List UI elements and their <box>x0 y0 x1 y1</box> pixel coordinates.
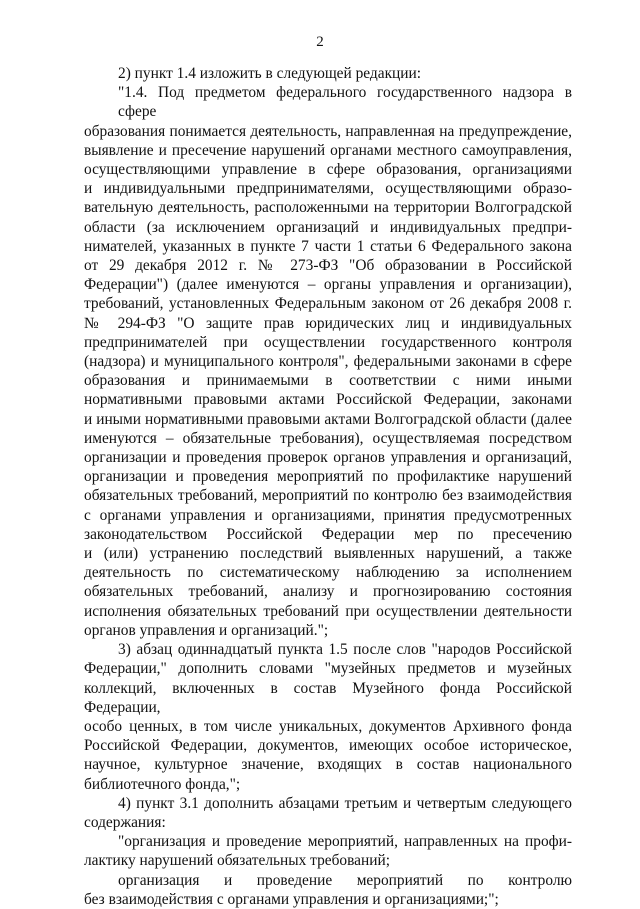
text-line: деятельность по систематическому наблюдению за исполнением <box>84 564 572 582</box>
text-line: органов управления и организаций."; <box>84 621 329 639</box>
text-line: без взаимодействия с органами управления и организациями;"; <box>84 890 499 908</box>
text-line: библиотечного фонда,"; <box>84 775 241 793</box>
text-line: "1.4. Под предметом федерального государственного надзора в сфере <box>118 84 572 121</box>
page-number: 2 <box>316 34 324 50</box>
text-line: нимателей, указанных в пункте 7 части 1 статьи 6 Федерального закона <box>84 237 572 255</box>
text-line: выявление и пресечение нарушений органами местного самоуправления, <box>84 141 572 159</box>
text-line: Федерации," дополнить словами "музейных предметов и музейных <box>84 660 572 678</box>
text-line: коллекций, включенных в состав Музейного фонда Российской Федерации, <box>84 679 572 716</box>
text-line: 3) абзац одиннадцатый пункта 1.5 после слов "народов Российской <box>118 641 572 659</box>
text-line: именуются – обязательные требования), осуществляемая посредством <box>84 429 572 447</box>
document-body <box>84 64 572 909</box>
text-line: и иными нормативными правовыми актами Волгоградской области (далее <box>84 410 572 428</box>
text-line: и индивидуальными предпринимателями, осуществляющими образо- <box>84 180 572 198</box>
text-line: организации и проведения проверок органов управления и организаций, <box>84 449 572 467</box>
text-line: Российской Федерации, документов, имеющих особое историческое, <box>84 737 572 755</box>
text-line: обязательных требований, мероприятий по контролю без взаимодействия <box>84 487 572 505</box>
text-line: 2) пункт 1.4 изложить в следующей редакции: <box>118 65 422 82</box>
text-line: Федерации") (далее именуются – органы управления и организации), <box>84 276 572 294</box>
text-line: (надзора) и муниципального контроля", федеральными законами в сфере <box>84 353 572 371</box>
text-line: нормативными правовыми актами Российской Федерации, законами <box>84 391 572 409</box>
text-line: организации и проведения мероприятий по профилактике нарушений <box>84 468 572 486</box>
text-line: 4) пункт 3.1 дополнить абзацами третьим и четвертым следующего <box>118 794 572 812</box>
text-line: особо ценных, в том числе уникальных, документов Архивного фонда <box>84 717 572 735</box>
text-line: исполнения обязательных требований при осуществлении деятельности <box>84 602 572 620</box>
text-line: № 294-ФЗ "О защите прав юридических лиц и индивидуальных <box>84 314 572 332</box>
text-line: осуществляющими управление в сфере образования, организациями <box>84 161 572 179</box>
text-line: образования понимается деятельность, направленная на предупреждение, <box>84 122 572 140</box>
text-line: обязательных требований, анализу и прогнозированию состояния <box>84 583 572 601</box>
text-line: "организация и проведение мероприятий, направленных на профи- <box>118 833 572 851</box>
text-line: образования и принимаемыми в соответствии с ними иными <box>84 372 572 390</box>
text-line: научное, культурное значение, входящих в состав национального <box>84 756 572 774</box>
text-line: области (за исключением организаций и индивидуальных предпри- <box>84 218 572 236</box>
text-line: вательную деятельность, расположенными на территории Волгоградской <box>84 199 572 217</box>
text-line: от 29 декабря 2012 г. № 273-ФЗ "Об образовании в Российской <box>84 257 572 275</box>
text-line: лактику нарушений обязательных требований; <box>84 852 391 870</box>
text-line: предпринимателей при осуществлении государственного контроля <box>84 333 572 351</box>
text-line: организация и проведение мероприятий по контролю <box>118 871 572 889</box>
text-line: требований, установленных Федеральным законом от 26 декабря 2008 г. <box>84 295 572 313</box>
text-line: содержания: <box>84 813 166 831</box>
text-line: с органами управления и организациями, принятия предусмотренных <box>84 506 572 524</box>
text-line: и (или) устранению последствий выявленных нарушений, а также <box>84 545 572 563</box>
text-line: законодательством Российской Федерации мер по пресечению <box>84 525 572 543</box>
